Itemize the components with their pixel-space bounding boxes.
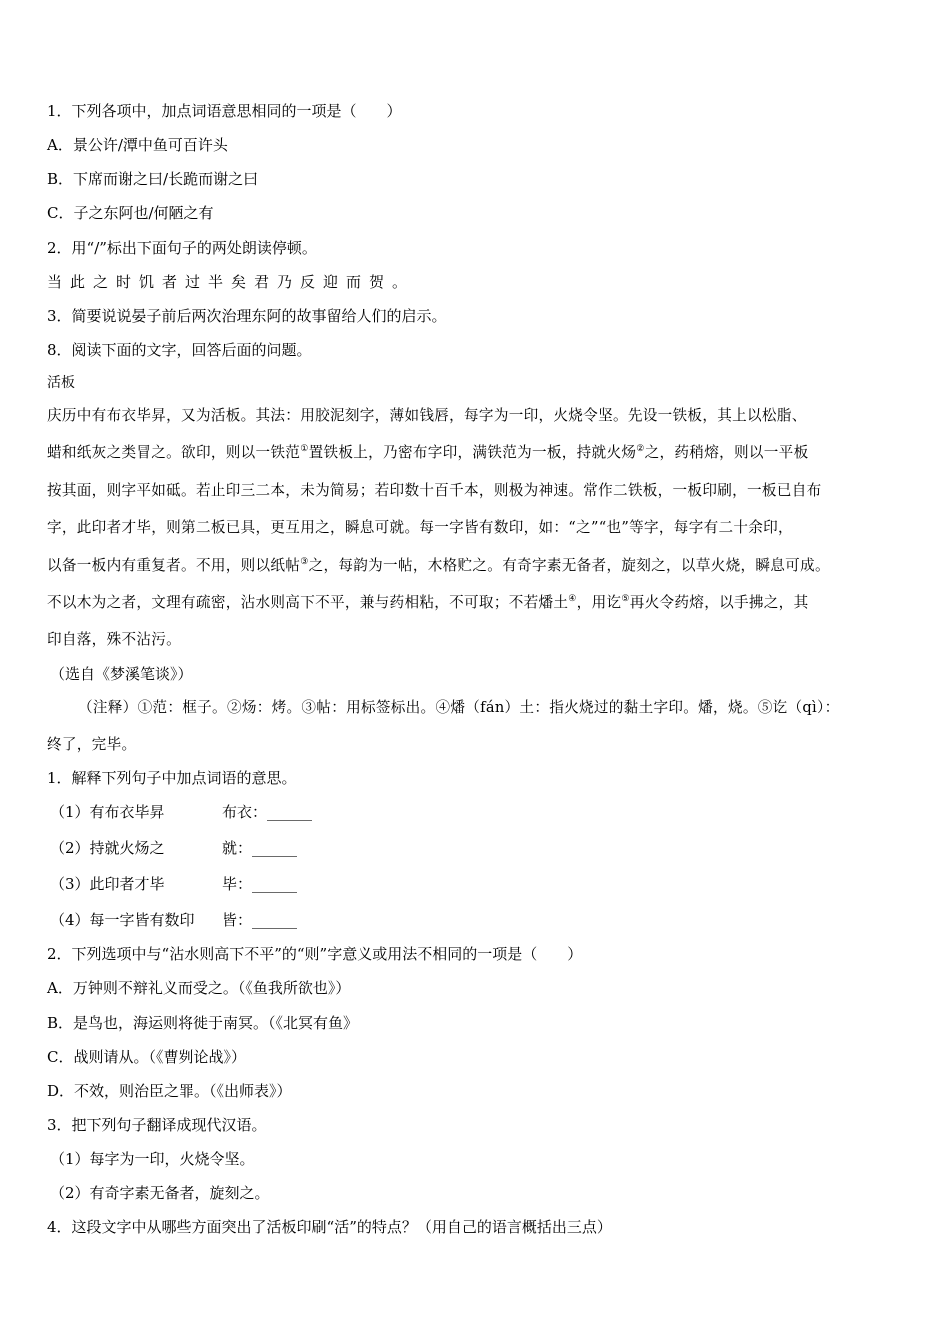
q1-option-c: C．子之东阿也/何陋之有 xyxy=(47,204,214,222)
vocab-item: （1）有布衣毕昇 布衣：______ xyxy=(50,803,313,821)
vocab-item: （3）此印者才毕 毕：______ xyxy=(50,875,298,893)
passage-line: 字，此印者才毕，则第二板已具，更互用之，瞬息可就。每一字皆有数印，如：“之”“也”等字，每字有二十余印， xyxy=(47,519,793,536)
passage-line: 印自落，殊不沾污。 xyxy=(47,631,182,648)
s2-option-a: A．万钟则不辩礼义而受之。（《鱼我所欲也》） xyxy=(47,979,351,997)
s2-option-b: B．是鸟也，海运则将徙于南冥。（《北冥有鱼》 xyxy=(47,1014,359,1032)
footnote-marker: ⑤ xyxy=(621,594,630,604)
passage-line: 不以木为之者，文理有疏密，沾水则高下不平，兼与药相粘，不可取；不若燔土④，用讫⑤再火令药熔，以手拂之，其 xyxy=(47,594,809,611)
footnote-marker: ① xyxy=(300,444,309,454)
passage-title: 活板 xyxy=(47,375,75,391)
vocab-item: （2）持就火炀之 就：______ xyxy=(50,839,298,857)
footnote-marker: ④ xyxy=(568,594,577,604)
subquestion-2: 2．下列选项中与“沾水则高下不平”的“则”字意义或用法不相同的一项是（ ） xyxy=(47,945,583,963)
subquestion-3: 3．把下列句子翻译成现代汉语。 xyxy=(47,1116,267,1134)
question-2: 2．用“/”标出下面句子的两处朗读停顿。 xyxy=(47,239,317,257)
passage-line: 庆历中有布衣毕昇，又为活板。其法：用胶泥刻字，薄如钱唇，每字为一印，火烧令坚。先设一铁板，其上以松脂、 xyxy=(47,407,807,424)
q1-option-a: A．景公许/潭中鱼可百许头 xyxy=(47,136,228,154)
passage-line: 以备一板内有重复者。不用，则以纸帖③之，每韵为一帖，木格贮之。有奇字素无备者，旋刻之，以草火烧，瞬息可成。 xyxy=(47,557,830,574)
passage-line: 按其面，则字平如砥。若止印三二本，未为简易；若印数十百千本，则极为神速。常作二铁板，一板印刷，一板已自布 xyxy=(47,482,822,499)
translate-item: （2）有奇字素无备者，旋刻之。 xyxy=(50,1184,270,1202)
q1-option-b: B．下席而谢之曰/长跪而谢之曰 xyxy=(47,170,259,188)
question-8: 8．阅读下面的文字，回答后面的问题。 xyxy=(47,341,312,359)
subquestion-1: 1．解释下列句子中加点词语的意思。 xyxy=(47,769,297,787)
vocab-item: （4）每一字皆有数印 皆：______ xyxy=(50,911,298,929)
answer-blank[interactable]: 毕：______ xyxy=(222,875,298,893)
question-1: 1．下列各项中，加点词语意思相同的一项是（ ） xyxy=(47,102,402,120)
subquestion-4: 4．这段文字中从哪些方面突出了活板印刷“活”的特点？（用自己的语言概括出三点） xyxy=(47,1218,612,1236)
q2-sentence: 当此之时饥者过半矣君乃反迎而贺。 xyxy=(47,273,416,291)
passage-line: 蜡和纸灰之类冒之。欲印，则以一铁范①置铁板上，乃密布字印，满铁范为一板，持就火炀②之，药稍熔，则以一平板 xyxy=(47,444,809,461)
question-3: 3．简要说说晏子前后两次治理东阿的故事留给人们的启示。 xyxy=(47,307,447,325)
annotation-line: （注释）①范：框子。②炀：烤。③帖：用标签标出。④燔（fán）土：指火烧过的黏土字印。燔，烧。⑤讫（qì）： xyxy=(78,699,840,716)
annotation-line: 终了，完毕。 xyxy=(47,736,137,753)
passage-source: （选自《梦溪笔谈》） xyxy=(50,665,193,683)
translate-item: （1）每字为一印，火烧令坚。 xyxy=(50,1150,255,1168)
footnote-marker: ③ xyxy=(300,557,309,567)
answer-blank[interactable]: 就：______ xyxy=(222,839,298,857)
answer-blank[interactable]: 皆：______ xyxy=(222,911,298,929)
s2-option-c: C．战则请从。（《曹刿论战》） xyxy=(47,1048,246,1066)
s2-option-d: D．不效，则治臣之罪。（《出师表》） xyxy=(47,1082,292,1100)
footnote-marker: ② xyxy=(636,444,645,454)
answer-blank[interactable]: 布衣：______ xyxy=(222,803,313,821)
